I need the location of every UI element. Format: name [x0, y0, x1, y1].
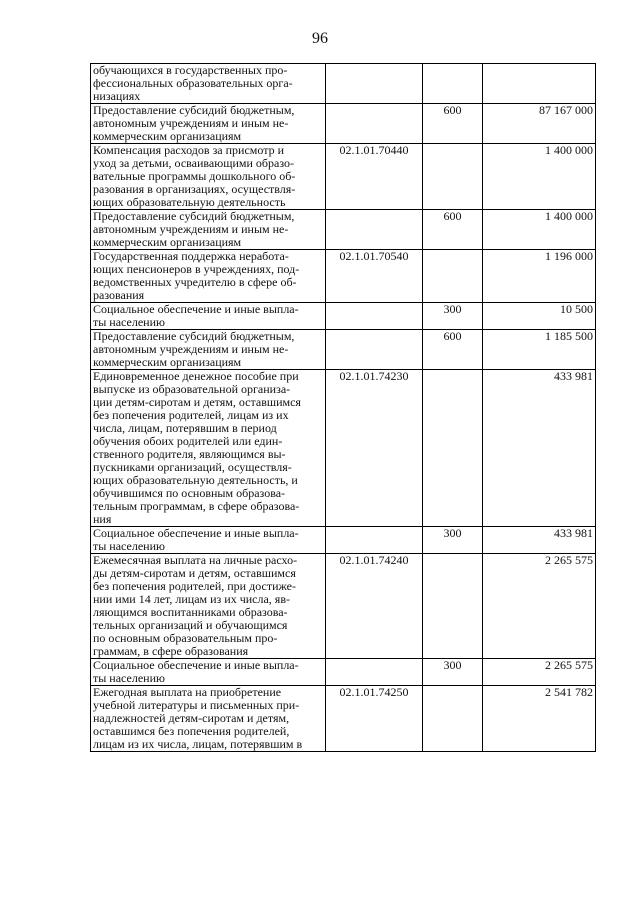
table-row — [91, 370, 596, 527]
row-expense-type: 600 — [423, 330, 483, 370]
description-line: Предоставление субсидий бюджетным, — [93, 209, 295, 223]
row-expense-type: 300 — [423, 303, 483, 330]
description-line: фессиональных образовательных орга- — [93, 76, 293, 90]
description-line: Социальное обеспечение и иные выпла- — [93, 526, 299, 540]
table-row — [91, 330, 596, 370]
row-code — [326, 64, 423, 104]
description-line: лицам из их числа, лицам, потерявшим в — [93, 737, 303, 751]
row-expense-type — [423, 64, 483, 104]
row-expense-type: 600 — [423, 104, 483, 144]
row-code — [326, 210, 423, 250]
description-line: Компенсация расходов за присмотр и — [93, 143, 285, 157]
description-line: обучившимся по основным образова- — [93, 486, 286, 500]
description-line: ющих образовательную деятельность, и — [93, 473, 298, 487]
row-description — [91, 104, 326, 144]
description-line: автономным учреждениям и иным не- — [93, 222, 289, 236]
description-line: пускниками организаций, осуществля- — [93, 460, 292, 474]
description-line: учебной литературы и письменных при- — [93, 698, 300, 712]
description-line: ции детям-сиротам и детям, оставшимся — [93, 395, 301, 409]
row-description — [91, 554, 326, 659]
description-line: тельных организаций и обучающимся — [93, 618, 288, 632]
description-line: по основным образовательным про- — [93, 631, 278, 645]
row-amount: 433 981 — [483, 527, 596, 554]
row-expense-type — [423, 250, 483, 303]
row-description — [91, 303, 326, 330]
row-description — [91, 527, 326, 554]
table-row — [91, 104, 596, 144]
table-row — [91, 659, 596, 686]
table-row — [91, 527, 596, 554]
table-row — [91, 210, 596, 250]
row-expense-type: 300 — [423, 659, 483, 686]
row-amount: 2 265 575 — [483, 659, 596, 686]
table-row — [91, 554, 596, 659]
description-line: обучения обоих родителей или един- — [93, 434, 283, 448]
description-line: низациях — [93, 89, 141, 103]
page-number: 96 — [312, 30, 328, 47]
table-row — [91, 686, 596, 752]
description-line: нии ими 14 лет, лицам из их числа, яв- — [93, 592, 290, 606]
description-line: уход за детьми, осваивающими образо- — [93, 156, 294, 170]
table-row — [91, 303, 596, 330]
description-line: Единовременное денежное пособие при — [93, 369, 299, 383]
description-line: граммам, в сфере образования — [93, 644, 249, 658]
description-line: автономным учреждениям и иным не- — [93, 116, 289, 130]
description-line: оставшимся без попечения родителей, — [93, 724, 290, 738]
row-amount: 1 400 000 — [483, 210, 596, 250]
row-amount: 87 167 000 — [483, 104, 596, 144]
row-amount: 1 196 000 — [483, 250, 596, 303]
description-line: Социальное обеспечение и иные выпла- — [93, 658, 299, 672]
row-amount — [483, 64, 596, 104]
description-line: коммерческим организациям — [93, 235, 242, 249]
row-amount: 2 265 575 — [483, 554, 596, 659]
row-description — [91, 144, 326, 210]
row-expense-type — [423, 144, 483, 210]
description-line: тельным программам, в сфере образова- — [93, 499, 300, 513]
description-line: обучающихся в государственных про- — [93, 63, 288, 77]
row-description — [91, 370, 326, 527]
row-description — [91, 330, 326, 370]
description-line: разования в организациях, осуществля- — [93, 182, 296, 196]
description-line: Социальное обеспечение и иные выпла- — [93, 302, 299, 316]
row-expense-type — [423, 370, 483, 527]
description-line: ющих образовательную деятельность — [93, 195, 286, 209]
row-code — [326, 303, 423, 330]
description-line: разования — [93, 288, 145, 302]
description-line: ния — [93, 512, 112, 526]
row-code: 02.1.01.70440 — [326, 144, 423, 210]
description-line: ды детям-сиротам и детям, оставшимся — [93, 566, 296, 580]
row-amount: 433 981 — [483, 370, 596, 527]
row-expense-type — [423, 686, 483, 752]
description-line: коммерческим организациям — [93, 129, 242, 143]
row-description — [91, 210, 326, 250]
row-description — [91, 686, 326, 752]
row-description — [91, 64, 326, 104]
description-line: без попечения родителей, при достиже- — [93, 579, 296, 593]
row-description — [91, 659, 326, 686]
description-line: без попечения родителей, лицам из их — [93, 408, 289, 422]
row-code — [326, 104, 423, 144]
description-line: Предоставление субсидий бюджетным, — [93, 103, 295, 117]
row-code: 02.1.01.74230 — [326, 370, 423, 527]
budget-table — [90, 63, 596, 752]
description-line: надлежностей детям-сиротам и детям, — [93, 711, 290, 725]
budget-table-body — [91, 64, 596, 752]
row-code — [326, 659, 423, 686]
row-code: 02.1.01.74240 — [326, 554, 423, 659]
row-code: 02.1.01.70540 — [326, 250, 423, 303]
row-amount: 10 500 — [483, 303, 596, 330]
table-row — [91, 144, 596, 210]
description-line: ты населению — [93, 671, 165, 685]
description-line: автономным учреждениям и иным не- — [93, 342, 289, 356]
description-line: ведомственных учредителю в сфере об- — [93, 275, 297, 289]
table-row — [91, 250, 596, 303]
row-expense-type — [423, 554, 483, 659]
description-line: ты населению — [93, 315, 165, 329]
table-row — [91, 64, 596, 104]
row-expense-type: 300 — [423, 527, 483, 554]
description-line: выпуске из образовательной организа- — [93, 382, 291, 396]
row-code — [326, 330, 423, 370]
description-line: ственного родителя, являющимся вы- — [93, 447, 286, 461]
row-code — [326, 527, 423, 554]
row-amount: 1 400 000 — [483, 144, 596, 210]
description-line: числа, лицам, потерявшим в период — [93, 421, 277, 435]
description-line: Предоставление субсидий бюджетным, — [93, 329, 295, 343]
row-description — [91, 250, 326, 303]
description-line: Государственная поддержка неработа- — [93, 249, 289, 263]
row-amount: 1 185 500 — [483, 330, 596, 370]
description-line: коммерческим организациям — [93, 355, 242, 369]
description-line: ющих пенсионеров в учреждениях, под- — [93, 262, 300, 276]
row-expense-type: 600 — [423, 210, 483, 250]
row-amount: 2 541 782 — [483, 686, 596, 752]
description-line: ляющимся воспитанниками образова- — [93, 605, 288, 619]
description-line: Ежемесячная выплата на личные расхо- — [93, 553, 298, 567]
description-line: вательные программы дошкольного об- — [93, 169, 296, 183]
description-line: ты населению — [93, 539, 165, 553]
description-line: Ежегодная выплата на приобретение — [93, 685, 282, 699]
row-code: 02.1.01.74250 — [326, 686, 423, 752]
